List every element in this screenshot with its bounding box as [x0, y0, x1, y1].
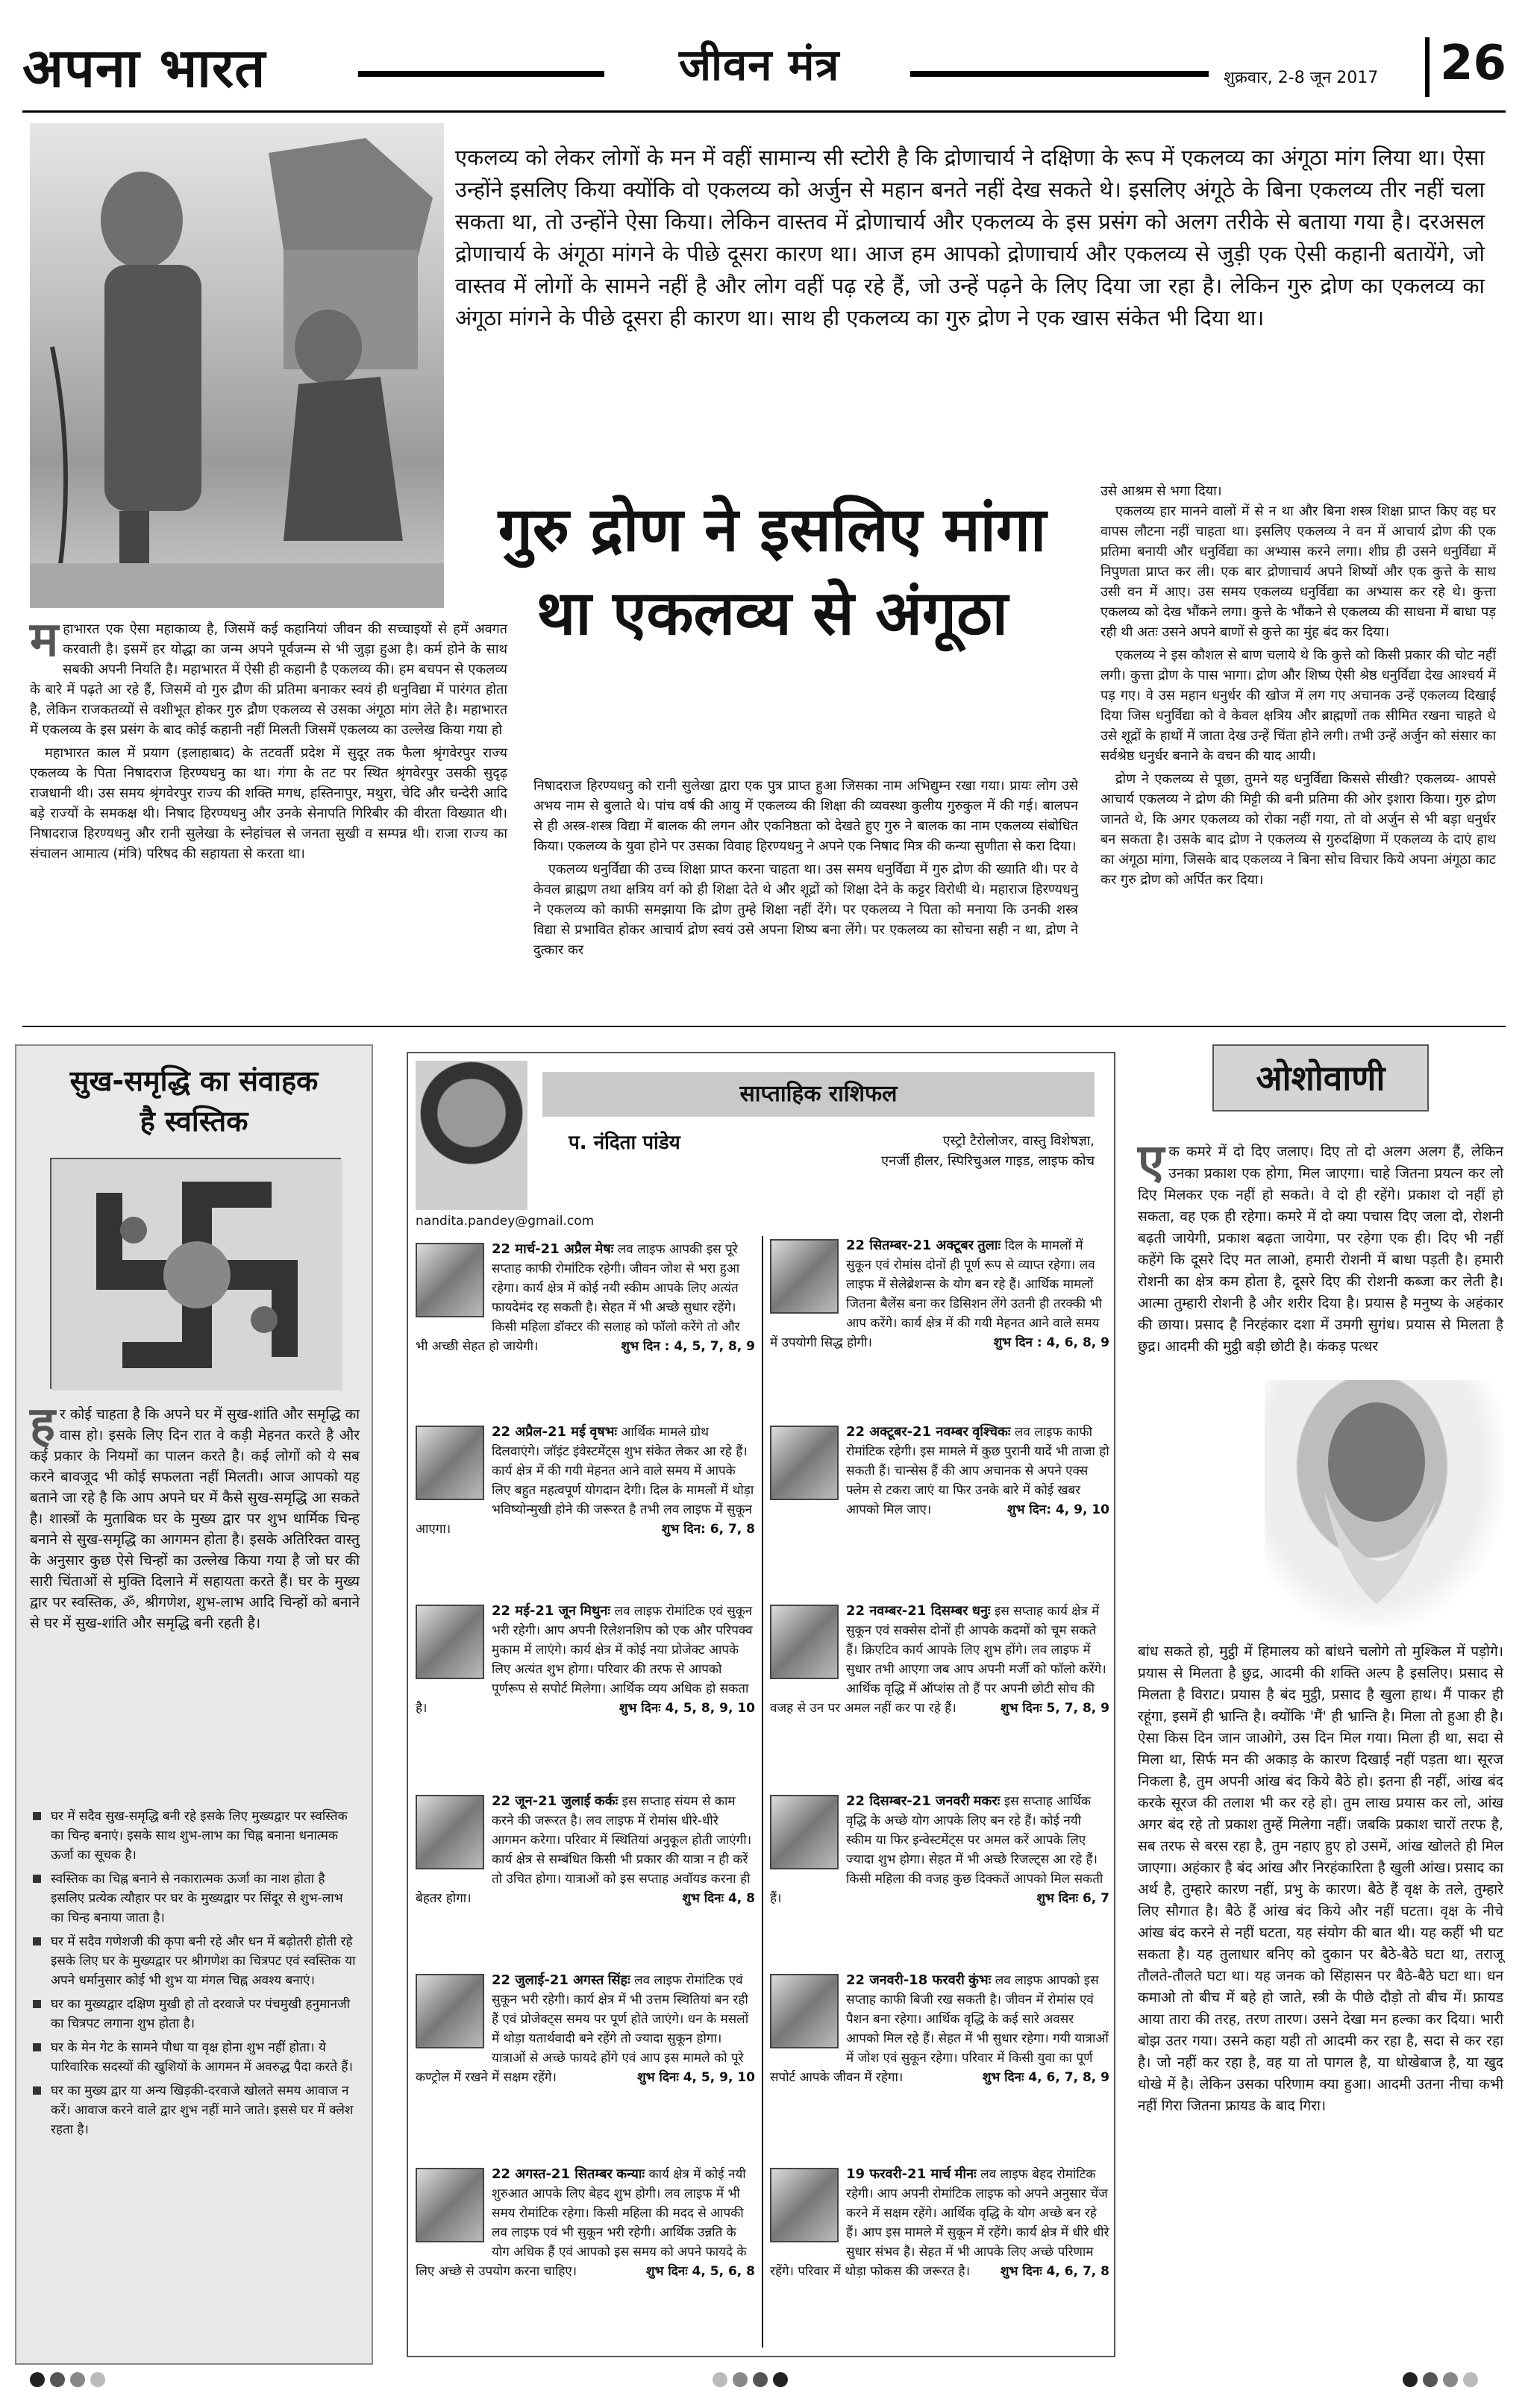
rashi-lucky-days: शुभ दिन: 4, 9, 10: [1006, 1502, 1109, 1517]
rashi-entry-meen: [770, 2165, 1109, 2281]
rashi-entry-kanya: [416, 2165, 755, 2281]
lead-column-1: [30, 612, 507, 864]
astrologer-email: nandita.pandey@gmail.com: [416, 1214, 595, 1229]
rashi-lucky-days: शुभ दिनः 4, 6, 7, 8, 9: [982, 2070, 1109, 2085]
rashi-entry-vrishabh: [416, 1423, 755, 1539]
list-item: घर के मेन गेट के सामने पौधा या वृक्ष होना शुभ नहीं होता। ये पारिवारिक सदस्यों की खुशियों के आगमन में अवरुद्ध पैदा करते हैं।: [30, 2038, 360, 2077]
rashi-entry-mesh: [416, 1240, 755, 1356]
astrologer-photo: [416, 1061, 527, 1210]
rashi-entry-vrishchik: [770, 1423, 1109, 1520]
singh-zodiac-icon: [416, 1974, 484, 2048]
list-item: घर में सदैव सुख-समृद्धि बनी रहे इसके लिए मुख्यद्वार पर स्वस्तिक का चिन्ह बनाएं। इसके साथ शुभ-लाभ का चिह्न बनाना धनात्मक ऊर्जा का सूचक है।: [30, 1807, 360, 1865]
rashi-lucky-days: शुभ दिन : 4, 6, 8, 9: [993, 1335, 1109, 1350]
oshovani-heading: ओशोवाणी: [1256, 1058, 1385, 1098]
footer-dots-center: [713, 2372, 793, 2390]
rashi-lucky-days: शुभ दिनः 6, 7: [1036, 1891, 1109, 1906]
rashi-lucky-days: शुभ दिनः 4, 8: [682, 1891, 755, 1906]
page-number: 26: [1440, 36, 1507, 91]
rashi-text: लव लाइफ आपको इस सप्ताह काफी बिजी रख सकती है। जीवन में रोमांस एवं पैशन बना रहेगा। आर्थिक वृद्धि के कई सारे अवसर आपको मिल रहे हैं। सेहत में भी सुधार रहेगा। गयी यात्राओं में जोश एवं सुकून रहेगा। परिवार में किसी युवा का पूर्ण सपोर्ट आपके जीवन में रहेगा।: [770, 1973, 1109, 2085]
rashi-entry-dhanu: [770, 1602, 1109, 1718]
rashi-text: आर्थिक मामले ग्रोथ दिलवाएंगे। जॉइंट इंवेस्टमेंट्स शुभ संकेत लेकर आ रहे हैं। कार्य क्षेत्र में की गयी मेहनत आने वाले समय में आपके लिए बहुत महत्वपूर्ण योगदान देगी। दिल के मामलों में थोड़ा भविष्योन्मुखी होने की जरूरत है तभी लव लाइफ में सुकून आएगा।: [416, 1425, 754, 1537]
swastik-dropcap: ह: [30, 1396, 55, 1452]
rashi-text: इस सप्ताह संयम से काम करने की जरूरत है। लव लाइफ में रोमांस धीरे-धीरे आगमन करेगा। परिवार में स्थितियां अनुकूल होती जाएंगी। कार्य क्षेत्र से सम्बंधित किसी भी प्रकार की यात्रा न ही करें तो उचित होगा। यात्राओं को इस सप्ताह अवॉयड करना ही बेहतर होगा।: [416, 1794, 752, 1906]
rashi-sign: मिथुनः: [580, 1603, 611, 1619]
rashi-sign: तुलाः: [977, 1238, 1001, 1253]
oshovani-heading-box: [1212, 1044, 1429, 1111]
swastik-heading-line-2: है स्वस्तिक: [140, 1105, 248, 1138]
rashi-sign: कर्कः: [594, 1793, 619, 1809]
meen-zodiac-icon: [770, 2168, 839, 2242]
rashi-sign: कुंभः: [968, 1972, 992, 1988]
rashi-sign: सिंहः: [607, 1972, 630, 1988]
osho-portrait: [1265, 1380, 1503, 1626]
col1-paragraph-1: हाभारत एक ऐसा महाकाव्य है, जिसमें कई कहानियां जीवन की सच्चाइयों से हमें अवगत करवाती है। इसमें हर योद्धा का जन्म अपने पूर्वजन्म से भी जुड़ा हुआ है। कर्म होने के साथ सबकी अपनी नियति है। महाभारत में ऐसी ही कहानी है एकलव्य की। हम बचपन से एकलव्य के बारे में पढ़ते आ रहे हैं, जिसमें वो गुरु द्रौण की प्रतिमा बनाकर स्वयं ही धनुविद्या में पारंगत होता है, लेकिन राजकतव्यों से वशीभूत होकर गुरु द्रौण एकलव्य से उसका अंगूठा मांग लेते है। महाभारत में एकलव्य के इस प्रसंग के बाद कोई कहानी नहीं मिलती जिसमें एकलव्य का उल्लेख किया गया हो: [30, 621, 507, 738]
rashi-entry-tula: [770, 1236, 1109, 1352]
rashi-dates: 22 नवम्बर-21 दिसम्बर: [846, 1603, 968, 1619]
swastik-symbol-icon: [51, 1159, 342, 1390]
rashi-dates: 22 अगस्त-21 सितम्बर: [492, 2166, 613, 2182]
footer-dots-left: [30, 2372, 110, 2390]
rashi-dates: 22 मई-21 जून: [492, 1603, 577, 1619]
osho-photo: [1265, 1380, 1503, 1626]
rashi-text: इस सप्ताह आर्थिक वृद्धि के अच्छे योग आपके लिए बन रहे हैं। कोई नयी स्कीम या फिर इन्वेस्टमेंट्स पर अमल करें आपके लिए ज्यादा शुभ होगा। सेहत में भी अच्छे रिजल्ट्स आ रहे हैं। किसी महिला की वजह कुछ दिक्कतें आपको मिल सकती हैं।: [770, 1794, 1103, 1906]
osho-text-upper: [1138, 1134, 1503, 1358]
rashifal-center-divider: [762, 1236, 763, 2348]
rashi-dates: 22 अक्टूबर-21 नवम्बर: [846, 1424, 968, 1440]
rashi-lucky-days: शुभ दिनः 4, 5, 6, 8: [645, 2264, 755, 2279]
rashi-lucky-days: शुभ दिनः 4, 5, 8, 9, 10: [619, 1701, 755, 1716]
rashi-text: लव लाइफ काफी रोमांटिक रहेगी। इस मामले में कुछ पुरानी यादें भी ताजा हो सकती हैं। चान्सेस हैं की आप अचानक से अपने एक्स फ्लेम से टकरा जाएं या फिर उनके बारे में कोई खबर आपको मिल जाए।: [846, 1425, 1109, 1517]
rashi-text: लव लाइफ रोमांटिक एवं सुकून भरी रहेगी। कार्य क्षेत्र में भी उत्तम स्थितियां बन रही हैं एवं प्रोजेक्ट्स समय पर पूर्ण होते जाएंगे। धन के मसलों में थोड़ा यतार्थवादी बने रहेंगे तो ज्यादा सुकून होगा। यात्राओं से अच्छे फायदे होंगे एवं आप इस मामले को पूरे कण्ट्रोल में रखने में सक्षम रहेंगे।: [416, 1973, 749, 2085]
lead-headline: [418, 489, 1127, 656]
col3-paragraph-1: उसे आश्रम से भगा दिया।: [1100, 483, 1222, 499]
rashi-text: दिल के मामलों में सुकून एवं रोमांस दोनों ही पूर्ण रूप से व्याप्त रहेगा। लव लाइफ में सेलेब्रेशन्स के योग बन रहे हैं। आर्थिक मामलों जितना बैलेंस बना कर डिसिशन लेंगे उतनी ही तरक्की भी आप करेंगे। कार्य क्षेत्र में की गयी मेहनत आने वाले समय में उपयोगी सिद्ध होगी।: [770, 1238, 1102, 1350]
rashi-lucky-days: शुभ दिनः 4, 5, 9, 10: [637, 2070, 755, 2085]
col2-paragraph-2: एकलव्य धनुर्विद्या की उच्च शिक्षा प्राप्त करना चाहता था। उस समय धनुर्विद्या में गुरु द्रोण की ख्याति थी। पर वे केवल ब्राह्मण तथा क्षत्रिय वर्ग को ही शिक्षा देते थे और शूद्रों को शिक्षा देने के कट्टर विरोधी थे। महाराज हिरण्यधनु ने एकलव्य को काफी समझाया कि द्रोण तुम्हे शिक्षा नहीं देंगे। पर एकलव्य ने पिता को मनाया कि उनकी शस्त्र विद्या से प्रभावित होकर आचार्य द्रोण स्वयं उसे अपना शिष्य बना लेंगे। पर एकलव्य का सोचना सही न था, द्रोण ने दुत्कार कर: [533, 862, 1078, 958]
lead-column-2: [533, 776, 1078, 960]
rashifal-panel: [407, 1052, 1115, 2357]
rashi-entry-singh: [416, 1971, 755, 2087]
mesh-zodiac-icon: [416, 1243, 484, 1317]
swastik-panel: [15, 1044, 373, 2365]
masthead-rule-right: [910, 71, 1209, 77]
vrishchik-zodiac-icon: [770, 1426, 839, 1500]
masthead: [22, 22, 1507, 112]
rashi-text: लव लाइफ बेहद रोमांटिक रहेगी। आप अपनी रोमांटिक लाइफ को अपने अनुसार चेंज करने में सक्षम रहेंगे। आर्थिक वृद्धि के योग अच्छे बन रहे हैं। आप इस मामले में सुकून में रहेंगे। कार्य क्षेत्र में धीरे धीरे सुधार संभव है। सेहत में भी आपके लिए अच्छे परिणाम रहेंगे। परिवार में थोड़ा फोकस की जरूरत है।: [770, 2167, 1109, 2279]
makar-zodiac-icon: [770, 1795, 839, 1869]
rashi-sign: कन्याः: [616, 2166, 645, 2182]
col3-paragraph-3: एकलव्य ने इस कौशल से बाण चलाये थे कि कुत्ते को किसी प्रकार की चोट नहीं लगी। कुत्ता द्रोण के पास भागा। द्रोण और शिष्य ऐसी श्रेष्ठ धनुर्विद्या देख आश्चर्य में पड़ गए। वे उस महान धनुर्धर की खोज में लग गए अचानक उन्हें एकलव्य दिखाई दिया जिस धनुर्विद्या को वे केवल क्षत्रिय और ब्राह्मणों तक सीमित रखना चाहते थे उसे शूद्रों के हाथों में जाता देख उन्हें चिंता होने लगी। तभी उन्हें अर्जुन को संसार का सर्वश्रेष्ठ धनुर्धर बनाने के वचन की याद आयी।: [1100, 648, 1496, 764]
rashi-lucky-days: शुभ दिनः 5, 7, 8, 9: [1000, 1701, 1109, 1716]
list-item: घर का मुख्यद्वार दक्षिण मुखी हो तो दरवाजे पर पंचमुखी हनुमानजी का चित्रपट लगाना शुभ होता है।: [30, 1995, 360, 2034]
rashi-dates: 22 सितम्बर-21 अक्टूबर: [846, 1238, 974, 1253]
rashi-sign: वृश्चिकः: [972, 1424, 1011, 1440]
astrologer-credentials-1: एस्ट्रो टैरोलोजर, वास्तु विशेषज्ञा,: [942, 1133, 1095, 1149]
rashi-sign: वृषभः: [589, 1424, 618, 1440]
lead-column-3: [1100, 481, 1496, 890]
rashi-entry-kark: [416, 1792, 755, 1908]
page-number-divider: [1425, 37, 1430, 97]
col3-paragraph-4: द्रोण ने एकलव्य से पूछा, तुमने यह धनुर्विद्या किससे सीखी? एकलव्य- आपसे आचार्य एकलव्य ने द्रोण की मिट्टी की बनी प्रतिमा की ओर इशारा किया। गुरु द्रोण जानते थे, कि अगर एकलव्य को रोका नहीं गया, तो वो अर्जुन से भी बड़ा धनुर्धर बन सकता है। उसके बाद द्रोण ने एकलव्य से गुरुदक्षिणा में एकलव्य के दाएं हाथ का अंगूठा मांगा, जिसके बाद एकलव्य ने बिना सोच विचार किये अपना अंगूठा काट कर गुरु द्रोण को अर्पित कर दिया।: [1100, 771, 1496, 888]
swastik-heading-line-1: सुख-समृद्धि का संवाहक: [69, 1065, 319, 1097]
rashi-dates: 19 फरवरी-21 मार्च: [846, 2166, 951, 2182]
oshovani-panel: [1138, 1044, 1507, 2365]
rashi-entry-makar: [770, 1792, 1109, 1908]
dhanu-zodiac-icon: [770, 1605, 839, 1679]
rashi-text: कार्य क्षेत्र में कोई नयी शुरुआत आपके लिए बेहद शुभ होगी। लव लाइफ में भी समय रोमांटिक रहेगा। किसी महिला की मदद से आपकी लव लाइफ एवं भी सुकून भरी रहेगी। आर्थिक उन्नति के योग अधिक हैं एवं आपको इस समय को अपने फायदे के लिए अच्छे से उपयोग करना चाहिए।: [416, 2167, 747, 2279]
rashi-dates: 22 जून-21 जुलाई: [492, 1793, 591, 1809]
rashi-dates: 22 मार्च-21 अप्रैल: [492, 1241, 592, 1257]
rashi-sign: मकरः: [973, 1793, 1001, 1809]
swastik-bullet-list: [30, 1807, 360, 2144]
osho-paragraph-1: क कमरे में दो दिए जलाए। दिए तो दो अलग अलग हैं, लेकिन उनका प्रकाश एक होगा, मिल जाएगा। चाहे जितना प्रयत्न कर लो दिए मिलकर एक नहीं हो सकते। वे दो ही रहेंगे। प्रकाश दो नहीं हो सकता, वह एक ही रहेगा। कमरे में दो क्या पचास दिए जला दो, रोशनी बढ़ती जायेगी, प्रकाश बढ़ता जायेगा, पर रहेगा एक ही। दिए भी नहीं कहेंगे कि दूसरे दिए मत लाओ, हमारी रोशनी में बाधा पड़ती है। हमारी रोशनी का क्षेत्र कम होता है, दूसरे दिए की रोशनी कब्जा कर लेती है। आत्मा तुम्हारी रोशनी है और शरीर दिया है। प्रयास है मनुष्य के अहंकार की छाया। प्रसाद है निरहंकार दशा में उमगी सुगंध। प्रयास से मिलता है छुद्र। आदमी की मुट्ठी बड़ी छोटी है। कंकड़ पत्थर: [1138, 1144, 1503, 1355]
dropcap: म: [30, 612, 59, 668]
paper-name: अपना भारत: [22, 36, 266, 99]
rashifal-heading: साप्ताहिक राशिफल: [739, 1081, 898, 1107]
tula-zodiac-icon: [770, 1239, 839, 1314]
footer-dots-right: [1403, 2372, 1483, 2390]
rashifal-heading-bar: [542, 1072, 1095, 1117]
lead-intro: एकलव्य को लेकर लोगों के मन में वहीं सामान्य सी स्टोरी है कि द्रोणाचार्य ने दक्षिणा के रूप में एकलव्य का अंगूठा मांग लिया था। ऐसा उन्होंने इसलिए किया क्योंकि वो एकलव्य को अर्जुन से महान बनते नहीं देख सकते थे। इसलिए अंगूठे के बिना एकलव्य तीर नहीं चला सकता था, तो उन्होंने ऐसा किया। लेकिन वास्तव में द्रोणाचार्य और एकलव्य के इस प्रसंग को अलग तरीके से बताया गया है। दरअसल द्रोणाचार्य के अंगूठा मांगने के पीछे दूसरा कारण था। आज हम आपको द्रोणाचार्य और एकलव्य से जुड़ी एक ऐसी कहानी बतायेंगे, जो वास्तव में लोगों के सामने नहीं है और लोग वहीं पढ़ रहे हैं, जो उन्हें पढ़ने के लिए दिया जा रहा है। लेकिन गुरु द्रोण का एकलव्य का अंगूठा मांगने के पीछे दूसरा ही कारण था। साथ ही एकलव्य का गुरु द्रोण ने एक खास संकेत भी दिया था।: [455, 145, 1485, 330]
kark-zodiac-icon: [416, 1795, 484, 1869]
list-item: घर में सदैव गणेशजी की कृपा बनी रहे और धन में बढ़ोतरी होती रहे इसके लिए घर के मुख्यद्वार पर श्रीगणेश का चित्रपट एवं स्वस्तिक या अपने धर्मानुसार कोई भी शुभ या मंगल चिह्न अवश्य बनाएं।: [30, 1932, 360, 1990]
rashi-sign: मीनः: [954, 2166, 977, 2182]
swastik-intro: [30, 1396, 360, 1634]
osho-dropcap: ए: [1138, 1134, 1165, 1190]
rashi-entry-mithun: [416, 1602, 755, 1718]
list-item: घर का मुख्य द्वार या अन्य खिड़की-दरवाजे खोलते समय आवाज न करें। आवाज करने वाले द्वार शुभ नहीं माने जाते। इससे घर में क्लेश रहता है।: [30, 2081, 360, 2139]
swastik-intro-text: र कोई चाहता है कि अपने घर में सुख-शांति और समृद्धि का वास हो। इसके लिए दिन रात वे कड़ी मेहनत करते है और कई प्रकार के नियमों का पालन करते है। कई लोगों को ये सब करने बावजूद भी कोई सफलता नहीं मिलती। आज आपको यह बताने जा रहे है कि आप अपने घर में कैसे सुख-समृद्धि आ सकते है। शास्त्रों के मुताबिक घर के मुख्य द्वार पर शुभ धार्मिक चिन्ह बनाने से सुख-समृद्धि का आगमन होता है। इसके अतिरिक्त वास्तु के अनुसार कुछ ऐसे चिन्हों का उल्लेख किया गया है जो घर की सारी चिंताओं से मुक्ति दिलाने में सहायता करते हैं। घर के मुख्य द्वार पर स्वस्तिक, ॐ, श्रीगणेश, शुभ-लाभ आदि चिन्हों को बनाने से घर में सुख-शांति और समृद्धि बनी रहती है।: [30, 1406, 360, 1631]
rashi-text: इस सप्ताह कार्य क्षेत्र में सुकून एवं सक्सेस दोनों ही आपके कदमों को चूम सकते हैं। क्रिएटिव कार्य आपके लिए शुभ होंगे। लव लाइफ में सुधार तभी आएगा जब आप अपनी मर्जी को फॉलो करेंगे। आर्थिक वृद्धि में ऑप्शंस तो हैं पर अपनी छोटी सोच की वजह से उन पर अमल नहीं कर पा रहे हैं।: [770, 1604, 1106, 1716]
lead-bottom-rule: [22, 1026, 1506, 1027]
headline-line-2: था एकलव्य से अंगूठा: [536, 578, 1008, 649]
kumbh-zodiac-icon: [770, 1974, 839, 2048]
rashi-dates: 22 अप्रैल-21 मई: [492, 1424, 586, 1440]
osho-text-lower: बांध सकते हो, मुट्ठी में हिमालय को बांधने चलोगे तो मुश्किल में पड़ोगे। प्रयास से मिलता है छुद्र, आदमी की शक्ति अल्प है इसलिए। प्रसाद से मिलता है विराट। प्रयास है बंद मुट्ठी, प्रसाद है खुला हाथ। मैं पाकर ही रहूंगा, इसमें ही भ्रान्ति है। क्योंकि 'मैं' ही भ्रान्ति है। मिला तो हुआ ही है। ऐसा किस दिन जान जाओगे, उस दिन मिल गया। मिला ही था, सदा से मिला था, सिर्फ मन की अकाड़ के कारण दिखाई नहीं पड़ता था। सूरज निकला है, तुम अपनी आंख बंद किये बैठे हो। इतना ही नहीं, आंख बंद करके सूरज की तलाश भी कर रहे हो। तुम लाख प्रयास कर लो, आंख अगर बंद रहे तो प्रकाश तुम्हें मिलेगा नहीं। जबकि प्रकाश चारों तरफ है, सब तरफ से बरस रहा है, तुम नहाए हुए हो उसमें, आंख खोलते ही मिल जाएगा। अहंकार है बंद आंख और निरहंकारिता है खुली आंख। प्रसाद का अर्थ है, तुम्हारे कारण नहीं, प्रभु के कारण। बैठे हैं वृक्ष के तले, तुम्हारे लिए सौगात है। बैठे हैं आंख बंद किये और नहीं घटता। वृक्ष के नीचे आंख बंद करने से नहीं घटता, यह संयोग की बात थी। यह कहीं भी घट सकता है। यह तुलाधार बनिए को दुकान पर बैठे-बैठे घटा था, तराजू तौलते-तौलते घटा था। यह जनक को सिंहासन पर बैठे-बैठे घटा था। धन कमाओ तो बीच में बहे हो जाते, स्त्री के पीछे दौड़ो तो बीच में। फ्रायड आया तारा की तरह, तरण तारण। उसने देखा मन हल्का कर दिया। भारी बोझ उतर गया। उसने कहा यही तो आदमी कर रहा है, सदा से कर रहा है। जो नहीं कर रहा है, वह या तो पागल है, या धोखेबाज है, या खुद धोखे में है। लेकिन उसका परिणाम क्या हुआ। आदमी उतना नीचा कभी नहीं गिरा जितना फ्रायड के बाद गिरा।: [1138, 1643, 1503, 2114]
astrologer-name: प. नंदिता पांडेय: [569, 1132, 680, 1154]
headline-line-1: गुरु द्रोण ने इसलिए मांगा: [498, 495, 1047, 565]
list-item: स्वस्तिक का चिह्न बनाने से नकारात्मक ऊर्जा का नाश होता है इसलिए प्रत्येक त्यौहार पर घर के मुख्यद्वार पर सिंदूर से शुभ-लाभ का चिन्ह बनाया जाता है।: [30, 1869, 360, 1928]
mithun-zodiac-icon: [416, 1605, 484, 1679]
rashi-lucky-days: शुभ दिन: 6, 7, 8: [661, 1522, 755, 1537]
issue-date: शुक्रवार, 2-8 जून 2017: [1224, 69, 1379, 87]
col2-paragraph-1: निषादराज हिरण्यधनु को रानी सुलेखा द्वारा एक पुत्र प्राप्त हुआ जिसका नाम अभिद्युम्न रखा गया। प्रायः लोग उसे अभय नाम से बुलाते थे। पांच वर्ष की आयु में एकलव्य की शिक्षा की व्यवस्था कुलीय गुरुकुल में की गई। बालपन से ही अस्त्र-शस्त्र विद्या में बालक की लगन और एकनिष्ठता को देखते हुए गुरु ने बालक का नाम एकलव्य संबोधित किया। एकलव्य के युवा होने पर उसका विवाह हिरण्यधनु ने अपने एक निषाद मित्र की कन्या सुणीता से करा दिया।: [533, 778, 1078, 854]
eklavya-illustration: [30, 123, 444, 608]
vrishabh-zodiac-icon: [416, 1426, 484, 1500]
rashi-dates: 22 दिसम्बर-21 जनवरी: [846, 1793, 970, 1809]
rashi-text: लव लाइफ आपकी इस पूरे सप्ताह काफी रोमांटिक रहेगी। जीवन जोश से भरा हुआ रहेगा। कार्य क्षेत्र में कोई नयी स्कीम आपके लिए अत्यंत फायदेमंद रह सकती है। सेहत में भी अच्छे सुधार रहेंगे। किसी महिला डॉक्टर की सलाह को फॉलो करेंगे तो और भी अच्छी सेहत हो जायेगी।: [416, 1242, 740, 1354]
rashi-dates: 22 जुलाई-21 अगस्त: [492, 1972, 604, 1988]
kanya-zodiac-icon: [416, 2168, 484, 2242]
rashi-lucky-days: शुभ दिनः 4, 6, 7, 8: [1000, 2264, 1109, 2279]
rashi-sign: मेषः: [595, 1241, 614, 1257]
rashi-dates: 22 जनवरी-18 फरवरी: [846, 1972, 965, 1988]
masthead-rule-left: [358, 71, 604, 77]
rashi-entry-kumbh: [770, 1971, 1109, 2087]
masthead-bottom-rule: [22, 110, 1506, 113]
rashi-lucky-days: शुभ दिन : 4, 5, 7, 8, 9: [621, 1339, 755, 1354]
section-title: जीवन मंत्र: [679, 40, 840, 90]
eklavya-drona-scene: [30, 123, 444, 608]
col1-paragraph-2: महाभारत काल में प्रयाग (इलाहाबाद) के तटवर्ती प्रदेश में सुदूर तक फैला श्रृंगवेरपुर राज्य एकलव्य के पिता निषादराज हिरण्यधनु का था। गंगा के तट पर स्थित श्रृंगवेरपुर उसकी सुदृढ़ राजधानी थी। उस समय श्रृंगवेरपुर राज्य की शक्ति मगध, हस्तिनापुर, मथुरा, चेदि और चन्देरी आदि बड़े राज्यों के समकक्ष थी। निषाद हिरण्यधनु और उनके सेनापति गिरिबीर की वीरता विख्यात थी। निषादराज हिरण्यधनु और रानी सुलेखा के स्नेहांचल से जनता सुखी व सम्पन्न थी। राजा राज्य का संचालन आमात्य (मंत्रि) परिषद की सहायता से करता था।: [30, 745, 507, 862]
rashi-text: लव लाइफ रोमांटिक एवं सुकून भरी रहेगी। आप अपनी रिलेशनशिप को एक और परिपक्व मुकाम में लाएंगे। कार्य क्षेत्र में कोई नया प्रोजेक्ट आपके लिए अत्यंत शुभ होगा। परिवार की तरफ से आपको पूर्णरूप से सपोर्ट मिलेगा। आर्थिक व्यय अधिक हो सकता है।: [416, 1604, 753, 1716]
astrologer-credentials-2: एनर्जी हीलर, स्पिरिचुअल गाइड, लाइफ कोच: [881, 1153, 1095, 1169]
col3-paragraph-2: एकलव्य हार मानने वालों में से न था और बिना शस्त्र शिक्षा प्राप्त किए वह घर वापस लौटना नहीं चाहता था। इसलिए एकलव्य ने वन में आचार्य द्रोण की एक प्रतिमा बनायी और धनुर्विद्या का अभ्यास करने लगा। शीघ्र ही उसने धनुर्विद्या में निपुणता प्राप्त कर ली। एक बार द्रोणाचार्य अपने शिष्यों और एक कुत्ते के साथ उसी वन में आए। उस समय एकलव्य धनुर्विद्या का अभ्यास कर रहे थे। कुत्ता एकलव्य को देख भौंकने लगा। कुत्ते के भौंकने से एकलव्य की साधना में बाधा पड़ रही थी अतः उसने अपने बाणों से कुत्ते का मुंह बंद कर दिया।: [1100, 504, 1496, 640]
swastik-image: [50, 1158, 341, 1389]
swastik-heading: [16, 1061, 372, 1141]
rashi-sign: धनुः: [971, 1603, 991, 1619]
